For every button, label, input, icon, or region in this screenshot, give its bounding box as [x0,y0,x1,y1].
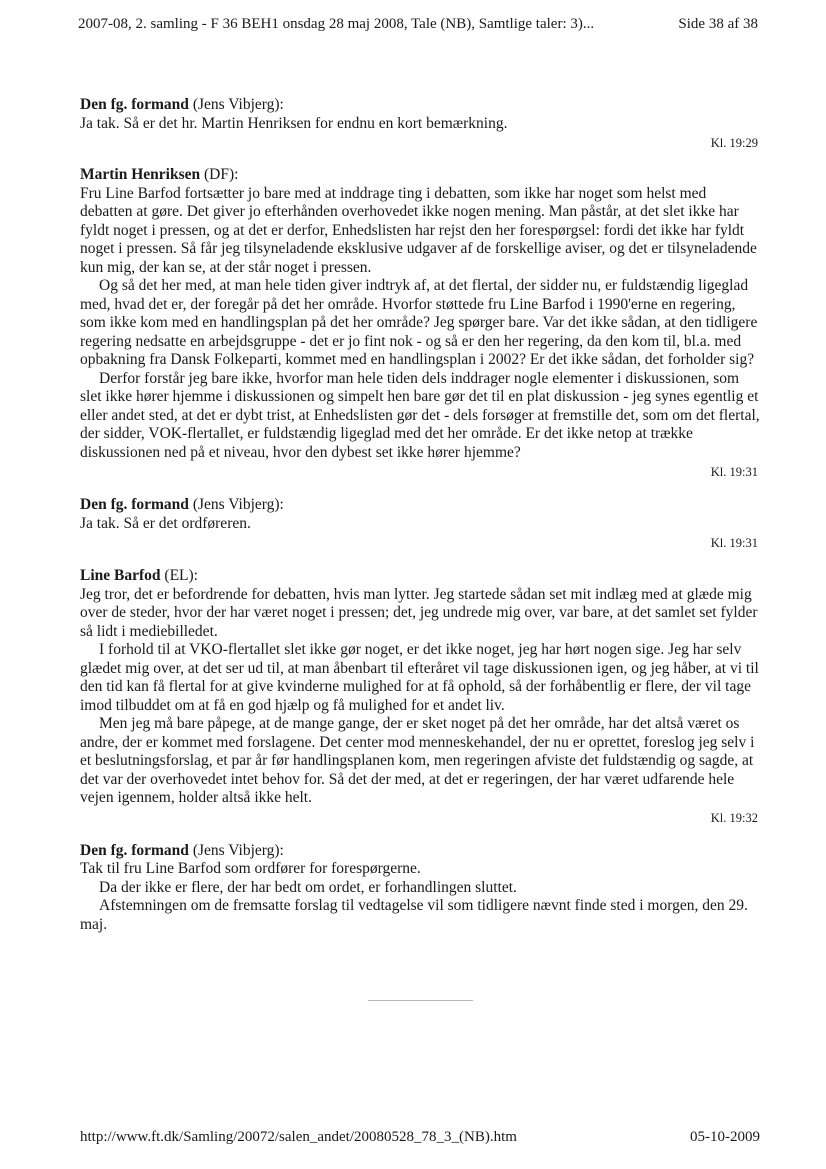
timestamp: Kl. 19:29 [710,136,758,150]
speaker-name: Line Barfod [80,567,161,584]
speech-paragraph: Men jeg må bare påpege, at de mange gange, der er sket noget på det her område, har det altså været os andre, der er kommet med forslagene. Det center mod menneskehandel, der nu er oprettet, foreslog jeg selv i et beslutningsforslag, et par år før handlingsplanen kom, men regeringen afviste det fuldstændig og sagde, at det var der overhovedet intet behov for. Så det der med, at det er regeringen, der har været udfarende hele vejen igennem, holder altså ikke helt. [80,715,755,806]
speaker-name: Den fg. formand [80,496,189,513]
timestamp: Kl. 19:31 [710,536,758,550]
timestamp: Kl. 19:32 [710,810,758,825]
speech-paragraph: Og så det her med, at man hele tiden giver indtryk af, at det flertal, der sidder nu, er fuldstændig ligeglad med, hvad det er, der foregår på det her område. Hvorfor støttede fru Line Barfod i 1990'erne en regering, som ikke kom med en handlingsplan på det her område? Jeg spørger bare. Var det ikke sådan, at den tidligere regering nedsatte en arbejdsgruppe - det er jo fint nok - og så er den her regering, da den kom til, bl.a. med opbakning fra Dansk Folkeparti, kommet med en handlingsplan i 2002? Er det ikke sådan, det forholder sig? [80,277,758,368]
timestamp: Kl. 19:31 [710,465,758,479]
speaker-line [80,842,760,861]
speaker-info: (DF): [204,166,239,183]
speech-section [80,567,760,826]
speech-paragraph: Jeg tror, det er befordrende for debatten, hvis man lytter. Jeg startede sådan set mit indlæg med at glæde mig over de steder, hvor der har været noget i pressen; det, jeg undrede mig over, var bare, at det samlet set fylder så lidt i mediebilledet. [80,585,758,640]
speaker-line [80,166,760,185]
speaker-line [80,496,760,515]
speaker-line [80,96,760,115]
speech-paragraph: Derfor forstår jeg bare ikke, hvorfor man hele tiden dels inddrager nogle elementer i diskussionen, som slet ikke hører hjemme i diskussionen og simpelt hen bare gør det til en plat diskussion - jeg synes egentlig et eller andet sted, at det er dybt trist, at Enhedslisten gør det - dels forsøger at fremstille det, som om det flertal, der sidder, VOK-flertallet, er fuldstændig ligeglad med det her område. Er det ikke netop at trække diskussionen ned på et niveau, hvor den dybest set ikke hører hjemme? [80,369,760,461]
end-divider [368,1000,473,1001]
speaker-info: (EL): [164,567,198,584]
speech-paragraph: Fru Line Barfod fortsætter jo bare med at inddrage ting i debatten, som ikke har noget som helst med debatten at gøre. Det giver jo efterhånden overhovedet ikke nogen mening. Man påstår, at det slet ikke har fyldt noget i pressen, og at det er derfor, Enhedslisten har rejst den her forespørgsel: fordi det ikke har fyldt noget i pressen. Så får jeg tilsyneladende eksklusive udgaver af de forskellige aviser, og det er tilsyneladende kun mig, der kan se, at der står noget i pressen. [80,184,757,276]
speaker-name: Den fg. formand [80,841,189,859]
speech-paragraph: Da der ikke er flere, der har bedt om ordet, er forhandlingen sluttet. [99,878,517,896]
speaker-info: (Jens Vibjerg): [192,841,284,859]
speaker-info: (Jens Vibjerg): [192,96,284,113]
speech-paragraph: Tak til fru Line Barfod som ordfører for forespørgerne. [80,860,421,877]
speech-section [80,96,760,151]
speech-paragraph: I forhold til at VKO-flertallet slet ikke gør noget, er det ikke noget, jeg har hørt nogen sige. Jeg har selv glædet mig over, at det ser ud til, at man åbenbart til efteråret vil tage diskussionen igen, og jeg håber, at vi til den tid kan få flertal for at give kvinderne mulighed for at få ophold, så der forhåbentlig er flere, der vil tage imod tilbuddet om at få en god hjælp og få mulighed for et andet liv. [80,641,759,714]
speech-paragraph: Ja tak. Så er det hr. Martin Henriksen for endnu en kort bemærkning. [80,114,508,132]
source-url: http://www.ft.dk/Samling/20072/salen_andet/20080528_78_3_(NB).htm [80,1129,517,1145]
print-date: 05-10-2009 [690,1129,760,1145]
speech-paragraph: Afstemningen om de fremsatte forslag til vedtagelse vil som tidligere nævnt finde sted i morgen, den 29. maj. [80,897,748,933]
speaker-name: Den fg. formand [80,96,189,113]
speech-section [80,842,760,935]
transcript-content [80,96,760,934]
speaker-line [80,567,760,586]
speech-section [80,166,760,480]
page-number: Side 38 af 38 [678,16,758,32]
header-title: 2007-08, 2. samling - F 36 BEH1 onsdag 28 maj 2008, Tale (NB), Samtlige taler: 3)... [78,16,595,32]
speaker-info: (Jens Vibjerg): [192,496,284,513]
speech-paragraph: Ja tak. Så er det ordføreren. [80,514,251,532]
speaker-name: Martin Henriksen [80,166,201,183]
speech-section [80,496,760,551]
